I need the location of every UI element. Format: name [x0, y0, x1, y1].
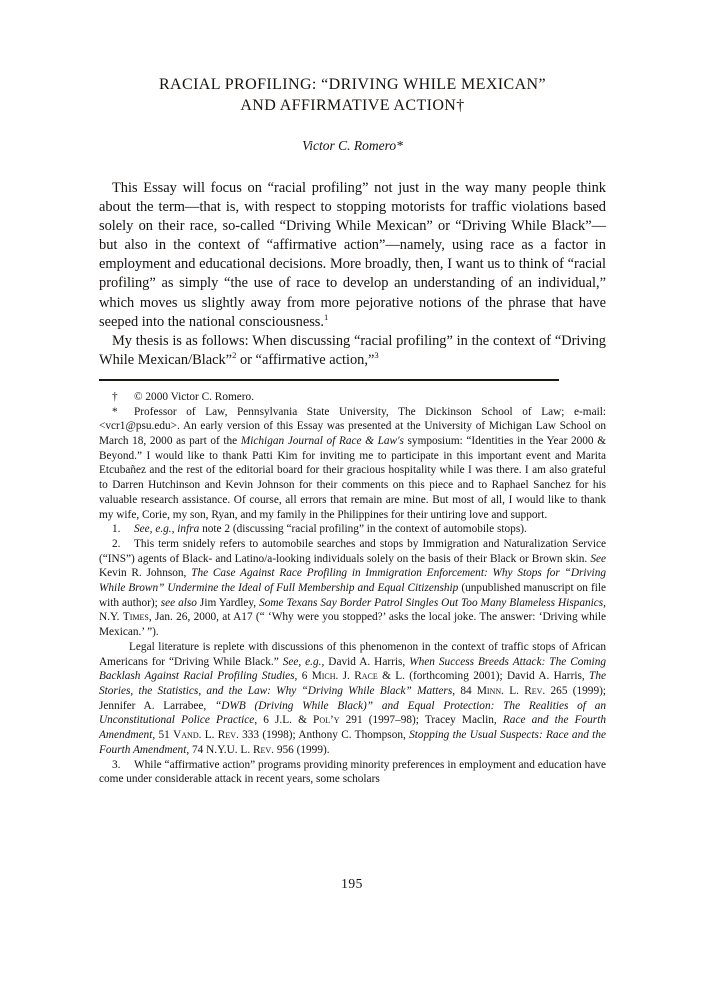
footnote-text: © 2000 Victor C. Romero. — [134, 390, 255, 403]
footnotes-section — [99, 390, 606, 787]
footnote-2-continuation: Legal literature is replete with discussions of this phenomenon in the context of traffic stops of African Americans for “Driving While Black.” See, e.g., David A. Harris, When Success Breeds Attack: The Coming Backlash Against Racial Profiling Studies, 6 Mich. J. Race & L. (forthcoming 2001); David A. Harris, The Stories, the Statistics, and the Law: Why “Driving While Black” Matters, 84 Minn. L. Rev. 265 (1999); Jennifer A. Larrabee, “DWB (Driving While Black)” and Equal Protection: The Realities of an Unconstitutional Police Practice, 6 J.L. & Pol’y 291 (1997–98); Tracey Maclin, Race and the Fourth Amendment, 51 Vand. L. Rev. 333 (1998); Anthony C. Thompson, Stopping the Usual Suspects: Race and the Fourth Amendment, 74 N.Y.U. L. Rev. 956 (1999). — [99, 640, 607, 756]
footnote-marker-1: 1. — [112, 523, 121, 536]
footnote-separator-rule — [99, 379, 559, 381]
footnote-author-bio — [99, 405, 606, 523]
page-number: 195 — [341, 876, 363, 891]
footnote-2 — [99, 537, 606, 640]
footnote-text: Professor of Law, Pennsylvania State University, The Dickinson School of Law; e-mail: <vcr1@psu.edu>. An early version of this Essay was presented at the University of Michigan Law School on March 18, 2000 as part of the Michigan Journal of Race & Law's symposium: “Identities in the Year 2000 & Beyond.” I would like to thank Patti Kim for inviting me to participate in this important event and Marita Etcubañez and the rest of the editorial board for their gracious hospitality while I was there. I am also grateful to Darren Hutchinson and Kevin Johnson for their comments on this piece and to Raphael Sanchez for his valuable research assistance. Of course, all errors that remain are mine. But most of all, I would like to thank my wife, Corie, my son, Ryan, and my family in the Philippines for their untiring love and support. — [99, 405, 606, 521]
footnote-copyright — [99, 390, 606, 405]
title-line-1: RACIAL PROFILING: “DRIVING WHILE MEXICAN” — [158, 76, 547, 93]
footnote-marker-3: 3. — [112, 758, 121, 771]
footnote-3 — [99, 758, 606, 787]
body-paragraph-1: This Essay will focus on “racial profiling” not just in the way many people think about the term—that is, with respect to stopping motorists for traffic violations based solely on their race, so-called “Driving While Mexican” or “Driving While Black”—but also in the context of “affirmative action”—namely, using race as a factor in employment and educational decisions. More broadly, then, I want us to think of “racial profiling” as simply “the use of race to develop an understanding of an individual,” which moves us slightly away from more pejorative notions of the phrase that have seeped into the national consciousness.$^1$ — [99, 180, 606, 330]
essay-body — [99, 179, 606, 370]
footnote-marker-2: 2. — [112, 537, 121, 550]
footnote-text: See, e.g., infra note 2 (discussing “racial profiling” in the context of automobile stops). — [134, 523, 527, 536]
footnote-marker-dagger: † — [112, 390, 118, 403]
footnote-text: This term snidely refers to automobile searches and stops by Immigration and Naturalization Service (“INS”) agents of Black- and Latino/a-looking individuals solely on the basis of their Black or Brown skin. See Kevin R. Johnson, The Case Against Race Profiling in Immigration Enforcement: Why Stops for “Driving While Brown” Undermine the Ideal of Full Membership and Equal Citizenship (unpublished manuscript on file with author); see also Jim Yardley, Some Texans Say Border Patrol Singles Out Too Many Blameless Hispanics, N.Y. Times, Jan. 26, 2000, at A17 (“ ‘Why were you stopped?’ asks the local joke. The answer: ‘Driving while Mexican.’ ”). — [99, 537, 607, 639]
footnote-1 — [99, 522, 606, 537]
footnote-marker-star: * — [112, 405, 118, 418]
body-paragraph-2: My thesis is as follows: When discussing “racial profiling” in the context of “Driving While Mexican/Black”$^2$ or “affirmative action,”$^3$ — [99, 332, 606, 368]
text-column — [99, 0, 606, 787]
title-line-2: AND AFFIRMATIVE ACTION† — [240, 97, 465, 114]
author-byline: Victor C. Romero* — [302, 138, 403, 153]
page-title — [99, 0, 606, 116]
footnote-text: While “affirmative action” programs providing minority preferences in employment and education have come under considerable attack in recent years, some scholars — [99, 758, 606, 786]
